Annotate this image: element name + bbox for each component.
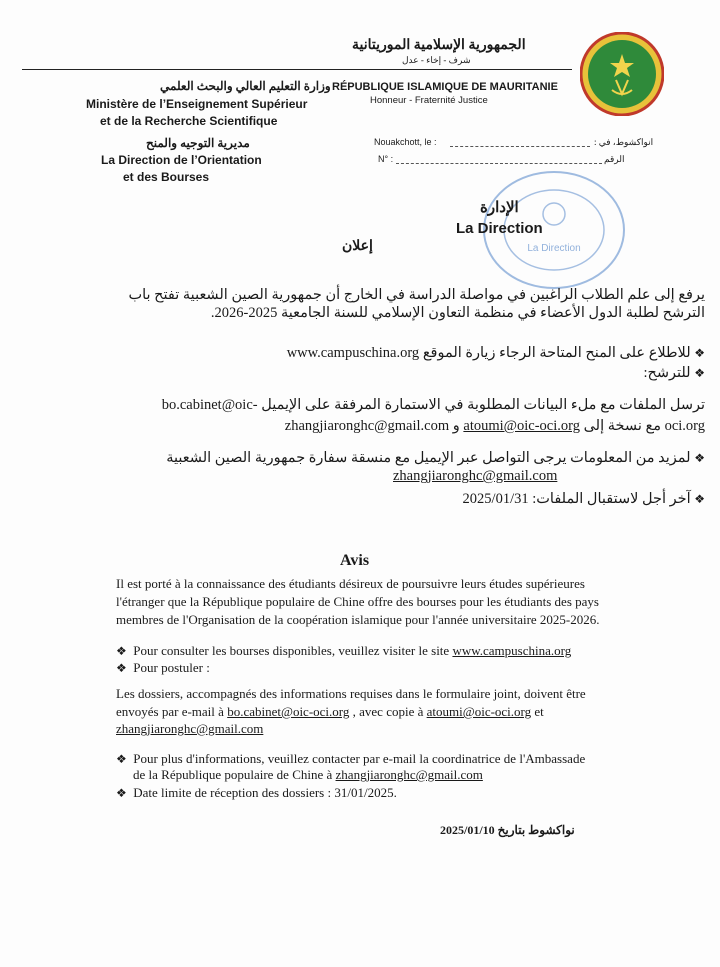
direction-arabic: مديرية التوجيه والمنح [146, 136, 250, 150]
arabic-campuschina-link[interactable]: www.campuschina.org [286, 345, 420, 361]
arabic-more-info: ❖ لمزيد من المعلومات يرجى التواصل عبر الإيميل مع منسقة سفارة جمهورية الصين الشعبية [166, 450, 705, 466]
arabic-email-cabinet-part1[interactable]: bo.cabinet@oic- [161, 397, 258, 413]
place-date-line [450, 146, 590, 147]
direction-french-line2: et des Bourses [123, 170, 210, 184]
arabic-email-cabinet-part2[interactable]: oci.org [664, 418, 705, 434]
direction-french-line1: La Direction de l’Orientation [101, 153, 262, 167]
french-intro-line1: Il est porté à la connaissance des étudiants désireux de poursuivre leurs études supérieures [116, 576, 585, 591]
french-email-zhang-contact[interactable]: zhangjiaronghc@gmail.com [335, 767, 483, 782]
place-date-label-french: Nouakchott, le : [374, 137, 437, 147]
bullet-diamond-icon: ❖ [116, 661, 127, 675]
motto-french: Honneur - Fraternité Justice [370, 95, 488, 106]
bullet-diamond-icon: ❖ [694, 492, 705, 506]
french-bullet-4: ❖ Date limite de réception des dossiers : 31/01/2025. [116, 785, 397, 800]
arabic-intro-line2: الترشح لطلبة الدول الأعضاء في منظمة التعاون الإسلامي للسنة الجامعية 2025-2026. [210, 305, 705, 321]
arabic-title: إعلان [342, 239, 373, 254]
french-email-atoumi[interactable]: atoumi@oic-oci.org [426, 704, 532, 719]
arabic-bullet-2: ❖ للترشح: [643, 365, 705, 381]
french-intro-line3: membres de l'Organisation de la coopération islamique pour l'année universitaire 2025-2026. [116, 612, 600, 627]
arabic-intro-line1: يرفع إلى علم الطلاب الراغبين في مواصلة الدراسة في الخارج أن جمهورية الصين الشعبية تفتح باب [128, 287, 705, 303]
number-label-arabic: الرقم [604, 154, 625, 164]
arabic-bullet-1: ❖ للاطلاع على المنح المتاحة الرجاء زيارة الموقع www.campuschina.org [286, 345, 705, 361]
french-dossier-line2: envoyés par e-mail à bo.cabinet@oic-oci.org , avec copie à atoumi@oic-oci.org et [116, 704, 544, 719]
bullet-diamond-icon: ❖ [116, 786, 127, 800]
arabic-deadline: ❖ آخر أجل لاستقبال الملفات: 2025/01/31 [462, 491, 705, 507]
stamp-text: La Direction [527, 243, 581, 254]
french-bullet-1: ❖ Pour consulter les bourses disponibles, veuillez visiter le site www.campuschina.org [116, 643, 572, 658]
french-bullet-2: ❖ Pour postuler : [116, 660, 210, 675]
french-title: Avis [340, 552, 370, 569]
national-emblem-icon [580, 32, 664, 116]
ministry-french-line2: et de la Recherche Scientifique [100, 114, 278, 128]
republic-name-arabic: الجمهورية الإسلامية الموريتانية [352, 38, 526, 53]
french-intro-line2: l'étranger que la République populaire de Chine offre des bourses pour les étudiants des pays [116, 594, 599, 609]
arabic-apply-line2: oci.org مع نسخة إلى atoumi@oic-oci.org و zhangjiaronghc@gmail.com [284, 418, 705, 434]
signature-date-arabic: نواكشوط بتاريخ 2025/01/10 [440, 823, 575, 837]
bullet-diamond-icon: ❖ [694, 346, 705, 360]
bullet-diamond-icon: ❖ [694, 366, 705, 380]
arabic-email-atoumi[interactable]: atoumi@oic-oci.org [463, 418, 580, 434]
bullet-diamond-icon: ❖ [116, 644, 127, 658]
french-email-cabinet[interactable]: bo.cabinet@oic-oci.org [227, 704, 350, 719]
place-date-label-arabic: انواكشوط، في : [594, 137, 654, 147]
ministry-french-line1: Ministère de l’Enseignement Supérieur [86, 97, 308, 111]
french-campuschina-link[interactable]: www.campuschina.org [452, 643, 572, 658]
french-bullet-3-line2: de la République populaire de Chine à zhangjiaronghc@gmail.com [133, 767, 483, 782]
arabic-apply-line1: ترسل الملفات مع ملء البيانات المطلوبة في الاستمارة المرفقة على الإيميل bo.cabinet@oic- [161, 397, 705, 413]
french-bullet-3: ❖ Pour plus d'informations, veuillez contacter par e-mail la coordinatrice de l'Ambassade [116, 751, 586, 766]
number-line [396, 163, 602, 164]
french-dossier-line1: Les dossiers, accompagnés des informations requises dans le formulaire joint, doivent être [116, 686, 586, 701]
bullet-diamond-icon: ❖ [116, 752, 127, 766]
number-label-french: N° : [378, 154, 394, 164]
motto-arabic: شرف - إخاء - عدل [402, 55, 471, 65]
arabic-email-zhang[interactable]: zhangjiaronghc@gmail.com [284, 418, 450, 434]
republic-name-french: RÉPUBLIQUE ISLAMIQUE DE MAURITANIE [332, 81, 558, 93]
administration-arabic: الإدارة [480, 200, 519, 216]
french-email-zhang[interactable]: zhangjiaronghc@gmail.com [116, 721, 264, 736]
arabic-more-info-email[interactable]: zhangjiaronghc@gmail.com [393, 468, 558, 484]
ministry-arabic: وزارة التعليم العالي والبحث العلمي [160, 79, 331, 93]
bullet-diamond-icon: ❖ [694, 451, 705, 465]
header-rule [22, 69, 572, 70]
administration-french: La Direction [456, 220, 543, 237]
